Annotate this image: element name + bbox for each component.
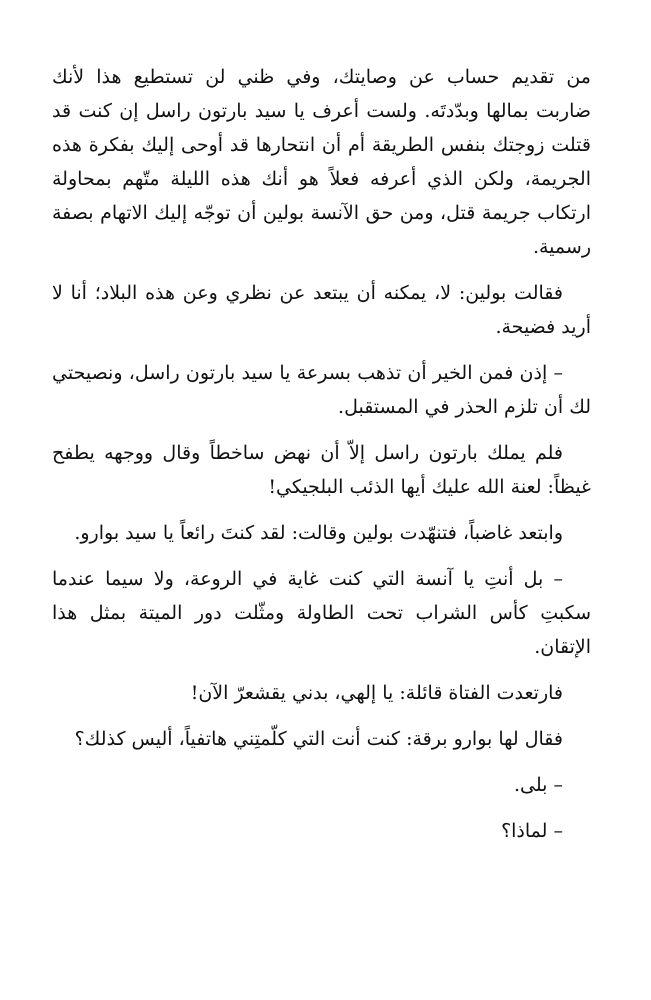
paragraph-10: – لماذا؟ [501, 820, 563, 842]
paragraph-9: – بلى. [514, 774, 563, 796]
paragraph-4: فلم يملك بارتون راسل إلاّ أن نهض ساخطاً وقال ووجهه يطفح غيظاً: لعنة الله عليك أيها الذئب البلجيكي! [52, 442, 591, 498]
paragraph-2: فقالت بولين: لا، يمكنه أن يبتعد عن نظري وعن هذه البلاد؛ أنا لا أريد فضيحة. [52, 282, 591, 338]
book-page [52, 60, 591, 860]
paragraph-1: من تقديم حساب عن وصايتك، وفي ظني لن تستطيع هذا لأنك ضاربت بمالها وبدّدتَه. ولست أعرف يا سيد بارتون راسل إن كنت قد قتلت زوجتك بنفس الطريقة أم أن انتحارها قد أوحى إليك بفكرة هذه الجريمة، ولكن الذي أعرفه فعلاً هو أنك هذه الليلة متّهم بمحاولة ارتكاب جريمة قتل، ومن حق الآنسة بولين أن توجّه إليك الاتهام بصفة رسمية. [52, 66, 591, 258]
paragraph-5: وابتعد غاضباً، فتنهّدت بولين وقالت: لقد كنتَ رائعاً يا سيد بوارو. [74, 522, 563, 544]
paragraph-7: فارتعدت الفتاة قائلة: يا إلهي، بدني يقشعرّ الآن! [190, 682, 563, 704]
paragraph-8: فقال لها بوارو برقة: كنت أنت التي كلّمتِني هاتفياً، أليس كذلك؟ [74, 728, 563, 750]
paragraph-3: – إذن فمن الخير أن تذهب بسرعة يا سيد بارتون راسل، ونصيحتي لك أن تلزم الحذر في المستقبل. [52, 362, 591, 418]
paragraph-6: – بل أنتِ يا آنسة التي كنت غاية في الروعة، ولا سيما عندما سكبتِ كأس الشراب تحت الطاولة ومثّلت دور الميتة بمثل هذا الإتقان. [52, 568, 591, 658]
